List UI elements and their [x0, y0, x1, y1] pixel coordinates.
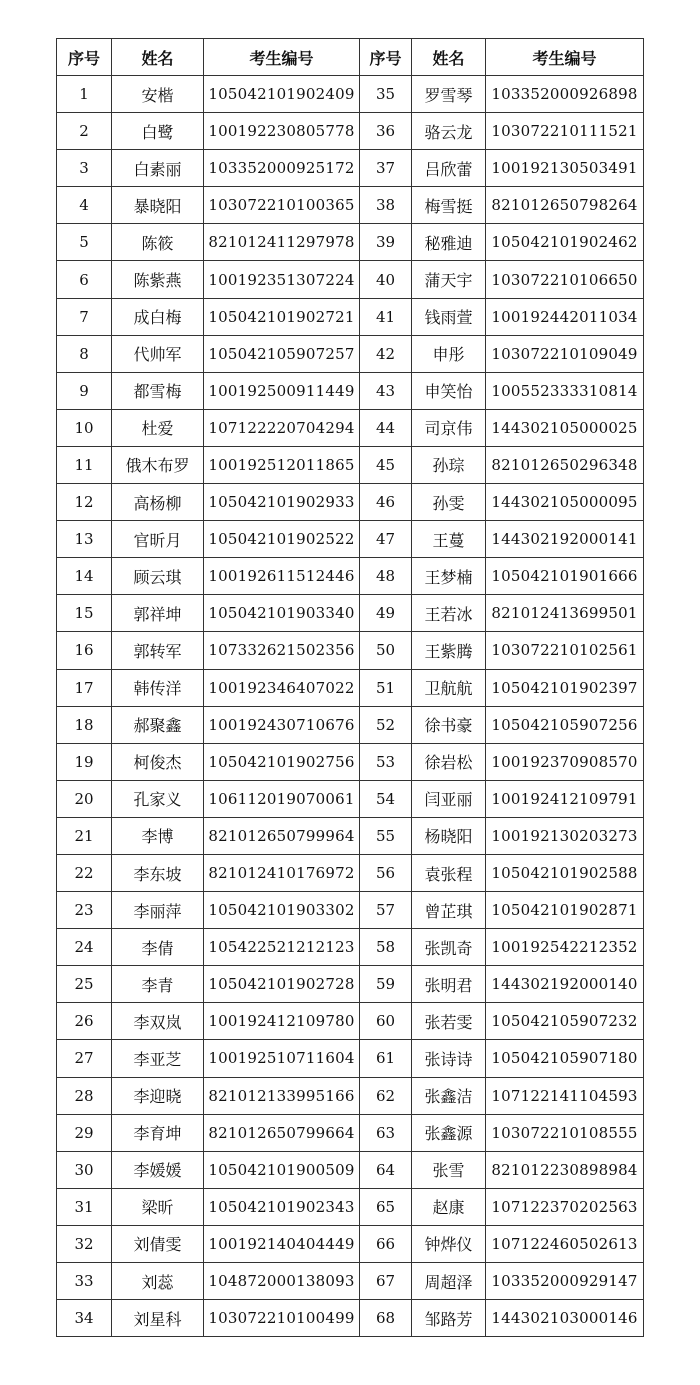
- cell-exam-id-left: 105042101902409: [204, 76, 360, 113]
- cell-index-left: 15: [57, 595, 112, 632]
- cell-index-right: 37: [360, 150, 412, 187]
- cell-index-left: 18: [57, 706, 112, 743]
- cell-index-left: 9: [57, 372, 112, 409]
- table-row: [57, 150, 644, 187]
- cell-exam-id-left: 100192430710676: [204, 706, 360, 743]
- table-row: [57, 113, 644, 150]
- table-row: [57, 1225, 644, 1262]
- cell-exam-id-right: 103072210108555: [486, 1114, 644, 1151]
- cell-exam-id-right: 821012650798264: [486, 187, 644, 224]
- cell-exam-id-right: 100192412109791: [486, 780, 644, 817]
- table-row: [57, 484, 644, 521]
- table-row: [57, 743, 644, 780]
- cell-index-right: 52: [360, 706, 412, 743]
- cell-index-left: 30: [57, 1151, 112, 1188]
- cell-index-right: 42: [360, 335, 412, 372]
- table-row: [57, 595, 644, 632]
- cell-exam-id-left: 104872000138093: [204, 1263, 360, 1300]
- cell-index-left: 12: [57, 484, 112, 521]
- cell-exam-id-right: 105042105907232: [486, 1003, 644, 1040]
- cell-name-left: 郭祥坤: [112, 595, 204, 632]
- cell-name-left: 郭转军: [112, 632, 204, 669]
- cell-index-right: 36: [360, 113, 412, 150]
- table-row: [57, 558, 644, 595]
- cell-exam-id-left: 821012133995166: [204, 1077, 360, 1114]
- cell-index-left: 5: [57, 224, 112, 261]
- cell-index-left: 10: [57, 409, 112, 446]
- cell-index-right: 62: [360, 1077, 412, 1114]
- cell-exam-id-left: 100192512011865: [204, 446, 360, 483]
- cell-exam-id-right: 103072210102561: [486, 632, 644, 669]
- cell-name-right: 王蔓: [412, 521, 486, 558]
- cell-index-left: 34: [57, 1300, 112, 1337]
- table-row: [57, 298, 644, 335]
- cell-index-right: 63: [360, 1114, 412, 1151]
- table-row: [57, 372, 644, 409]
- cell-index-right: 68: [360, 1300, 412, 1337]
- cell-index-right: 61: [360, 1040, 412, 1077]
- cell-exam-id-left: 106112019070061: [204, 780, 360, 817]
- cell-name-right: 闫亚丽: [412, 780, 486, 817]
- cell-exam-id-right: 105042101902871: [486, 892, 644, 929]
- cell-index-right: 39: [360, 224, 412, 261]
- cell-name-left: 李亚芝: [112, 1040, 204, 1077]
- cell-name-right: 梅雪挺: [412, 187, 486, 224]
- cell-name-right: 徐书豪: [412, 706, 486, 743]
- cell-name-left: 白鹭: [112, 113, 204, 150]
- cell-exam-id-right: 821012413699501: [486, 595, 644, 632]
- cell-exam-id-left: 100192510711604: [204, 1040, 360, 1077]
- cell-name-left: 柯俊杰: [112, 743, 204, 780]
- cell-name-right: 王若冰: [412, 595, 486, 632]
- cell-exam-id-left: 107332621502356: [204, 632, 360, 669]
- cell-index-left: 4: [57, 187, 112, 224]
- cell-exam-id-right: 100192542212352: [486, 929, 644, 966]
- cell-exam-id-left: 105042101902728: [204, 966, 360, 1003]
- table-row: [57, 76, 644, 113]
- cell-index-left: 11: [57, 446, 112, 483]
- cell-index-left: 20: [57, 780, 112, 817]
- cell-exam-id-right: 103072210109049: [486, 335, 644, 372]
- cell-index-right: 60: [360, 1003, 412, 1040]
- cell-exam-id-left: 821012650799664: [204, 1114, 360, 1151]
- cell-name-left: 梁昕: [112, 1188, 204, 1225]
- table-row: [57, 706, 644, 743]
- cell-exam-id-left: 105042101900509: [204, 1151, 360, 1188]
- cell-name-left: 韩传洋: [112, 669, 204, 706]
- cell-name-left: 刘倩雯: [112, 1225, 204, 1262]
- cell-exam-id-left: 105042101902756: [204, 743, 360, 780]
- cell-name-right: 张凯奇: [412, 929, 486, 966]
- cell-index-left: 14: [57, 558, 112, 595]
- cell-exam-id-left: 821012650799964: [204, 817, 360, 854]
- header-index-left: 序号: [57, 39, 112, 76]
- header-name-left: 姓名: [112, 39, 204, 76]
- cell-exam-id-left: 100192351307224: [204, 261, 360, 298]
- table-row: [57, 966, 644, 1003]
- cell-name-left: 郝聚鑫: [112, 706, 204, 743]
- cell-name-left: 代帅军: [112, 335, 204, 372]
- table-row: [57, 854, 644, 891]
- cell-name-left: 孔家义: [112, 780, 204, 817]
- cell-exam-id-left: 103072210100365: [204, 187, 360, 224]
- cell-exam-id-left: 100192500911449: [204, 372, 360, 409]
- cell-name-right: 杨晓阳: [412, 817, 486, 854]
- cell-index-left: 6: [57, 261, 112, 298]
- cell-name-right: 秘雅迪: [412, 224, 486, 261]
- cell-index-right: 53: [360, 743, 412, 780]
- cell-index-right: 50: [360, 632, 412, 669]
- cell-name-left: 顾云琪: [112, 558, 204, 595]
- cell-exam-id-left: 100192140404449: [204, 1225, 360, 1262]
- cell-name-left: 都雪梅: [112, 372, 204, 409]
- cell-index-right: 45: [360, 446, 412, 483]
- table-row: [57, 817, 644, 854]
- table-row: [57, 929, 644, 966]
- cell-name-left: 安楷: [112, 76, 204, 113]
- cell-index-left: 32: [57, 1225, 112, 1262]
- cell-exam-id-right: 100192130203273: [486, 817, 644, 854]
- cell-name-left: 李迎晓: [112, 1077, 204, 1114]
- cell-index-right: 59: [360, 966, 412, 1003]
- table-row: [57, 224, 644, 261]
- cell-exam-id-right: 103072210106650: [486, 261, 644, 298]
- cell-name-left: 刘星科: [112, 1300, 204, 1337]
- cell-index-left: 31: [57, 1188, 112, 1225]
- cell-name-left: 李丽萍: [112, 892, 204, 929]
- cell-name-right: 张鑫源: [412, 1114, 486, 1151]
- cell-name-right: 卫航航: [412, 669, 486, 706]
- cell-exam-id-right: 103352000929147: [486, 1263, 644, 1300]
- cell-index-right: 46: [360, 484, 412, 521]
- cell-index-right: 67: [360, 1263, 412, 1300]
- cell-index-right: 64: [360, 1151, 412, 1188]
- cell-index-left: 21: [57, 817, 112, 854]
- candidate-list-table: [56, 38, 644, 1337]
- table-row: [57, 187, 644, 224]
- cell-name-right: 赵康: [412, 1188, 486, 1225]
- table-row: [57, 1188, 644, 1225]
- cell-exam-id-right: 144302192000141: [486, 521, 644, 558]
- cell-exam-id-left: 100192346407022: [204, 669, 360, 706]
- cell-name-left: 李双岚: [112, 1003, 204, 1040]
- cell-name-right: 张若雯: [412, 1003, 486, 1040]
- cell-name-right: 张诗诗: [412, 1040, 486, 1077]
- cell-index-left: 24: [57, 929, 112, 966]
- cell-exam-id-left: 105042101903340: [204, 595, 360, 632]
- table-row: [57, 446, 644, 483]
- table-row: [57, 892, 644, 929]
- cell-name-right: 钟烨仪: [412, 1225, 486, 1262]
- cell-exam-id-right: 821012230898984: [486, 1151, 644, 1188]
- cell-exam-id-left: 105042101902721: [204, 298, 360, 335]
- cell-index-left: 3: [57, 150, 112, 187]
- cell-exam-id-right: 100192130503491: [486, 150, 644, 187]
- cell-name-right: 罗雪琴: [412, 76, 486, 113]
- cell-index-left: 28: [57, 1077, 112, 1114]
- cell-exam-id-right: 821012650296348: [486, 446, 644, 483]
- cell-name-left: 杜爱: [112, 409, 204, 446]
- cell-exam-id-right: 107122370202563: [486, 1188, 644, 1225]
- cell-name-right: 孙雯: [412, 484, 486, 521]
- cell-name-left: 暴晓阳: [112, 187, 204, 224]
- cell-index-right: 47: [360, 521, 412, 558]
- cell-name-left: 李博: [112, 817, 204, 854]
- cell-name-left: 刘蕊: [112, 1263, 204, 1300]
- cell-index-right: 44: [360, 409, 412, 446]
- cell-index-right: 55: [360, 817, 412, 854]
- table-row: [57, 335, 644, 372]
- cell-name-right: 袁张程: [412, 854, 486, 891]
- cell-name-left: 李育坤: [112, 1114, 204, 1151]
- cell-name-right: 骆云龙: [412, 113, 486, 150]
- cell-name-right: 周超泽: [412, 1263, 486, 1300]
- cell-name-left: 高杨柳: [112, 484, 204, 521]
- cell-exam-id-left: 105042105907257: [204, 335, 360, 372]
- table-row: [57, 1040, 644, 1077]
- cell-exam-id-left: 105422521212123: [204, 929, 360, 966]
- cell-exam-id-left: 103072210100499: [204, 1300, 360, 1337]
- cell-name-right: 曾芷琪: [412, 892, 486, 929]
- table-row: [57, 780, 644, 817]
- cell-exam-id-right: 105042101902588: [486, 854, 644, 891]
- header-index-right: 序号: [360, 39, 412, 76]
- cell-exam-id-right: 100192442011034: [486, 298, 644, 335]
- cell-index-right: 58: [360, 929, 412, 966]
- cell-name-right: 孙琮: [412, 446, 486, 483]
- cell-exam-id-left: 105042101902343: [204, 1188, 360, 1225]
- cell-index-right: 41: [360, 298, 412, 335]
- header-name-right: 姓名: [412, 39, 486, 76]
- cell-exam-id-right: 105042105907180: [486, 1040, 644, 1077]
- cell-index-left: 2: [57, 113, 112, 150]
- table-row: [57, 1300, 644, 1337]
- cell-name-left: 俄木布罗: [112, 446, 204, 483]
- cell-exam-id-left: 103352000925172: [204, 150, 360, 187]
- cell-index-right: 35: [360, 76, 412, 113]
- cell-exam-id-right: 144302192000140: [486, 966, 644, 1003]
- cell-exam-id-left: 100192230805778: [204, 113, 360, 150]
- cell-index-left: 13: [57, 521, 112, 558]
- cell-index-right: 54: [360, 780, 412, 817]
- cell-index-right: 56: [360, 854, 412, 891]
- candidate-list-table-container: [56, 38, 643, 1337]
- cell-exam-id-right: 100192370908570: [486, 743, 644, 780]
- cell-exam-id-right: 105042101901666: [486, 558, 644, 595]
- cell-name-right: 蒲天宇: [412, 261, 486, 298]
- cell-name-right: 申笑怡: [412, 372, 486, 409]
- cell-index-left: 29: [57, 1114, 112, 1151]
- cell-index-left: 26: [57, 1003, 112, 1040]
- cell-name-right: 王紫腾: [412, 632, 486, 669]
- cell-index-left: 33: [57, 1263, 112, 1300]
- cell-name-right: 钱雨萱: [412, 298, 486, 335]
- cell-name-left: 李青: [112, 966, 204, 1003]
- cell-index-left: 16: [57, 632, 112, 669]
- cell-index-right: 43: [360, 372, 412, 409]
- cell-index-right: 65: [360, 1188, 412, 1225]
- cell-index-right: 49: [360, 595, 412, 632]
- cell-exam-id-left: 107122220704294: [204, 409, 360, 446]
- cell-exam-id-right: 103072210111521: [486, 113, 644, 150]
- cell-index-right: 51: [360, 669, 412, 706]
- cell-exam-id-left: 821012410176972: [204, 854, 360, 891]
- cell-name-left: 白素丽: [112, 150, 204, 187]
- table-row: [57, 261, 644, 298]
- cell-index-left: 23: [57, 892, 112, 929]
- cell-index-left: 27: [57, 1040, 112, 1077]
- cell-name-left: 成白梅: [112, 298, 204, 335]
- cell-index-right: 38: [360, 187, 412, 224]
- table-body: [57, 76, 644, 1337]
- cell-exam-id-left: 100192412109780: [204, 1003, 360, 1040]
- cell-exam-id-right: 144302105000095: [486, 484, 644, 521]
- cell-exam-id-right: 107122460502613: [486, 1225, 644, 1262]
- cell-exam-id-right: 144302103000146: [486, 1300, 644, 1337]
- table-row: [57, 1003, 644, 1040]
- table-row: [57, 632, 644, 669]
- cell-name-right: 王梦楠: [412, 558, 486, 595]
- cell-exam-id-right: 105042105907256: [486, 706, 644, 743]
- cell-name-right: 徐岩松: [412, 743, 486, 780]
- cell-name-right: 司京伟: [412, 409, 486, 446]
- cell-name-right: 张明君: [412, 966, 486, 1003]
- table-row: [57, 1077, 644, 1114]
- cell-index-left: 1: [57, 76, 112, 113]
- table-row: [57, 1263, 644, 1300]
- cell-name-right: 张雪: [412, 1151, 486, 1188]
- cell-exam-id-right: 144302105000025: [486, 409, 644, 446]
- cell-exam-id-right: 103352000926898: [486, 76, 644, 113]
- header-exam-id-right: 考生编号: [486, 39, 644, 76]
- cell-name-left: 李东坡: [112, 854, 204, 891]
- cell-index-right: 57: [360, 892, 412, 929]
- table-row: [57, 669, 644, 706]
- cell-name-left: 陈筱: [112, 224, 204, 261]
- cell-exam-id-left: 105042101903302: [204, 892, 360, 929]
- table-row: [57, 409, 644, 446]
- table-row: [57, 521, 644, 558]
- cell-exam-id-right: 100552333310814: [486, 372, 644, 409]
- header-exam-id-left: 考生编号: [204, 39, 360, 76]
- cell-name-left: 陈紫燕: [112, 261, 204, 298]
- table-row: [57, 1114, 644, 1151]
- cell-index-left: 25: [57, 966, 112, 1003]
- cell-name-left: 官昕月: [112, 521, 204, 558]
- cell-name-left: 李倩: [112, 929, 204, 966]
- cell-name-right: 申彤: [412, 335, 486, 372]
- cell-exam-id-left: 105042101902933: [204, 484, 360, 521]
- cell-index-left: 7: [57, 298, 112, 335]
- cell-index-left: 17: [57, 669, 112, 706]
- cell-exam-id-right: 105042101902462: [486, 224, 644, 261]
- table-header-row: [57, 39, 644, 76]
- cell-index-left: 22: [57, 854, 112, 891]
- table-row: [57, 1151, 644, 1188]
- cell-name-right: 吕欣蕾: [412, 150, 486, 187]
- cell-exam-id-left: 105042101902522: [204, 521, 360, 558]
- cell-index-left: 19: [57, 743, 112, 780]
- cell-exam-id-left: 821012411297978: [204, 224, 360, 261]
- cell-name-right: 张鑫洁: [412, 1077, 486, 1114]
- cell-index-right: 66: [360, 1225, 412, 1262]
- cell-exam-id-left: 100192611512446: [204, 558, 360, 595]
- cell-exam-id-right: 107122141104593: [486, 1077, 644, 1114]
- cell-name-right: 邹路芳: [412, 1300, 486, 1337]
- cell-index-left: 8: [57, 335, 112, 372]
- cell-index-right: 40: [360, 261, 412, 298]
- cell-name-left: 李媛媛: [112, 1151, 204, 1188]
- cell-index-right: 48: [360, 558, 412, 595]
- cell-exam-id-right: 105042101902397: [486, 669, 644, 706]
